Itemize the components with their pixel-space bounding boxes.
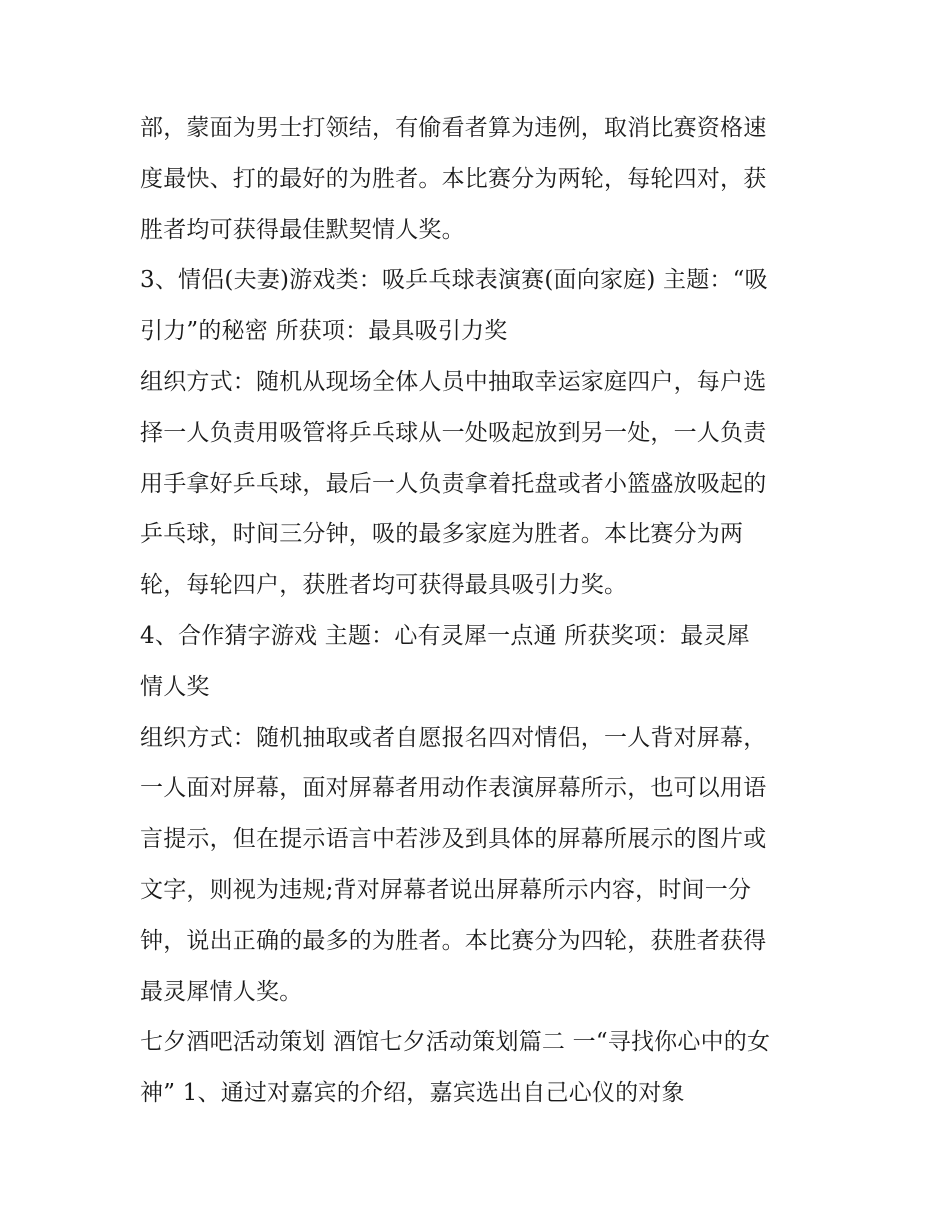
text-line: 胜者均可获得最佳默契情人奖。 — [140, 216, 465, 243]
document-body — [140, 103, 820, 1119]
text-line: 3、情侣(夫妻)游戏类：吸乒乓球表演赛(面向家庭) 主题：“吸 — [140, 267, 768, 294]
text-line: 度最快、打的最好的为胜者。本比赛分为两轮，每轮四对，获 — [140, 165, 767, 192]
text-line: 文字，则视为违规;背对屏幕者说出屏幕所示内容，时间一分 — [140, 876, 752, 903]
text-line: 钟，说出正确的最多的为胜者。本比赛分为四轮，获胜者获得 — [140, 927, 767, 954]
text-line: 组织方式：随机从现场全体人员中抽取幸运家庭四户，每户选 — [140, 368, 767, 395]
text-line: 神” 1、通过对嘉宾的介绍，嘉宾选出自己心仪的对象 — [140, 1080, 685, 1107]
text-line: 乒乓球，时间三分钟，吸的最多家庭为胜者。本比赛分为两 — [140, 521, 744, 548]
text-line: 情人奖 — [140, 673, 210, 700]
text-line: 言提示，但在提示语言中若涉及到具体的屏幕所展示的图片或 — [140, 826, 767, 853]
text-line: 一人面对屏幕，面对屏幕者用动作表演屏幕所示，也可以用语 — [140, 775, 767, 802]
text-line: 最灵犀情人奖。 — [140, 978, 303, 1005]
text-line: 用手拿好乒乓球，最后一人负责拿着托盘或者小篮盛放吸起的 — [140, 470, 767, 497]
text-line: 引力”的秘密 所获项：最具吸引力奖 — [140, 318, 508, 345]
text-line: 组织方式：随机抽取或者自愿报名四对情侣，一人背对屏幕， — [140, 724, 767, 751]
text-line: 部，蒙面为男士打领结，有偷看者算为违例，取消比赛资格速 — [140, 115, 767, 141]
text-line: 4、合作猜字游戏 主题：心有灵犀一点通 所获奖项：最灵犀 — [140, 622, 750, 649]
text-line: 七夕酒吧活动策划 酒馆七夕活动策划篇二 一“寻找你心中的女 — [140, 1029, 771, 1056]
text-line: 择一人负责用吸管将乒乓球从一处吸起放到另一处，一人负责 — [140, 419, 767, 446]
text-line: 轮，每轮四户，获胜者均可获得最具吸引力奖。 — [140, 572, 628, 599]
